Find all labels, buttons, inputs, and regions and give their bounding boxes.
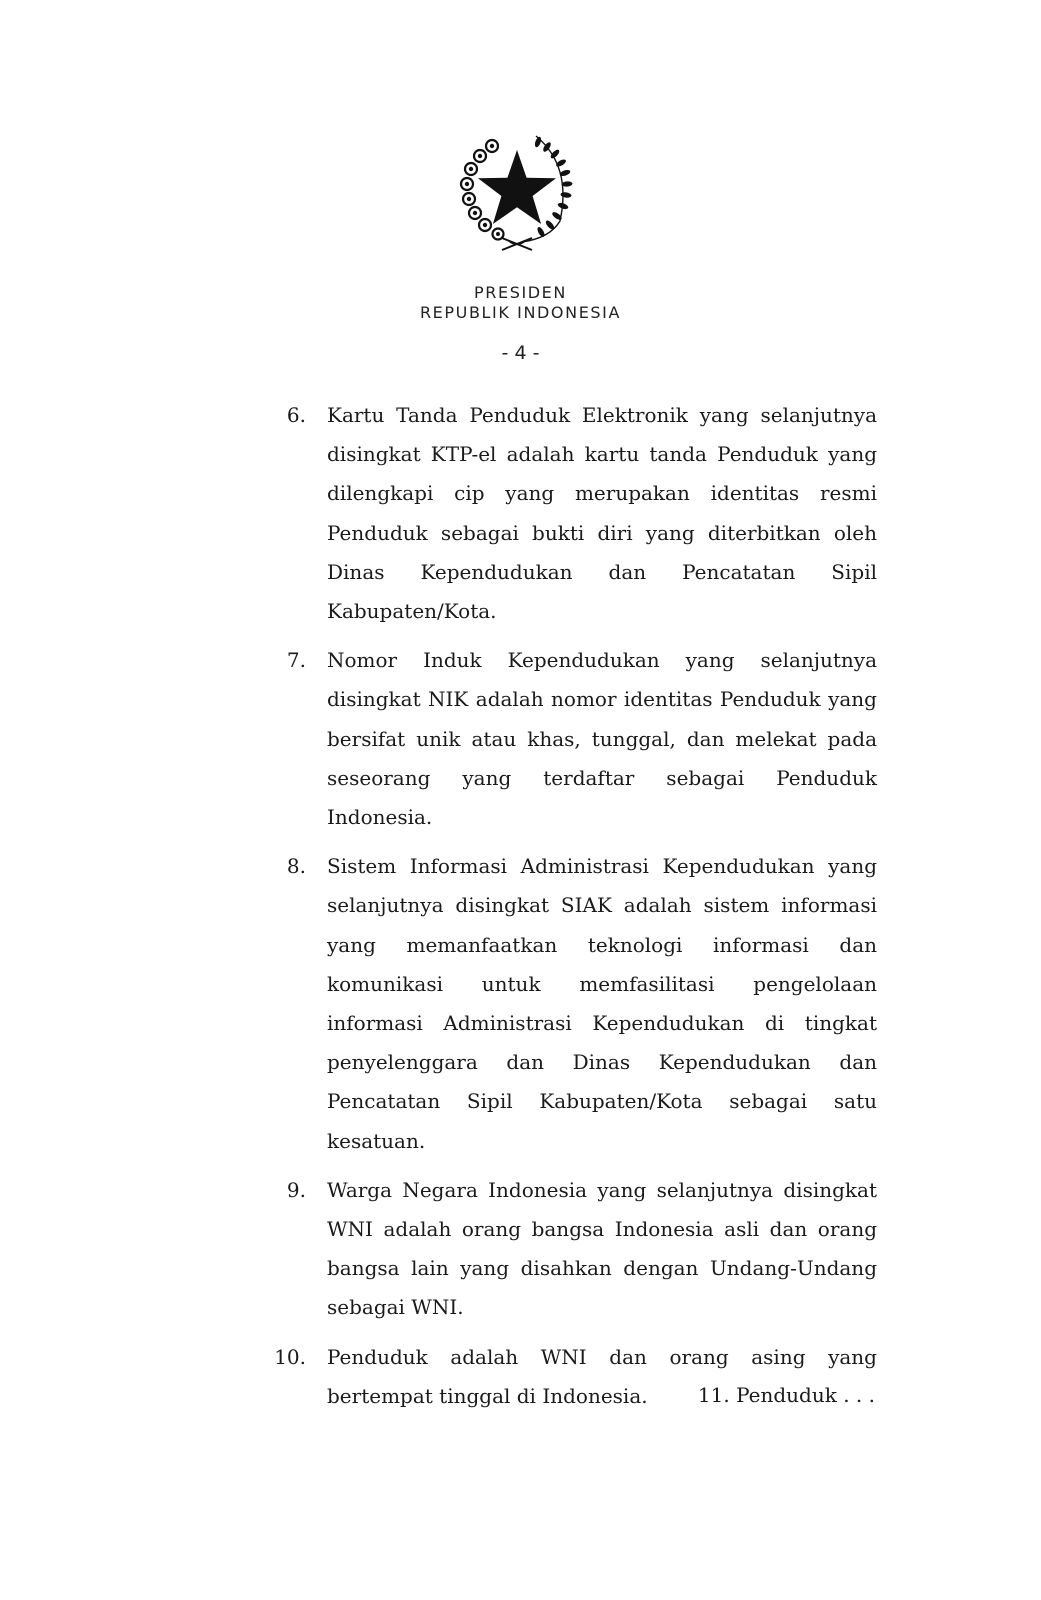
next-page-reference: 11. Penduduk . . . <box>697 1383 875 1407</box>
list-item-7 <box>0 641 1041 837</box>
list-item-number: 10. <box>274 1344 306 1369</box>
list-item-number: 8. <box>286 854 306 879</box>
presidential-seal-star-icon <box>452 126 582 256</box>
list-item-text: Sistem Informasi Administrasi Kependudukan yang selanjutnya disingkat SIAK adalah sistem informasi yang memanfaatkan teknologi informasi dan komunikasi untuk memfasilitasi pengelolaan informasi Administrasi Kependudukan di tingkat penyelenggara dan Dinas Kependudukan dan Pencatatan Sipil Kabupaten/Kota sebagai satu kesatuan. <box>327 854 877 1153</box>
list-item-10 <box>0 1338 1041 1416</box>
list-item-text: Nomor Induk Kependudukan yang selanjutnya disingkat NIK adalah nomor identitas Penduduk yang bersifat unik atau khas, tunggal, dan melekat pada seseorang yang terdaftar sebagai Penduduk Indonesia. <box>327 648 877 830</box>
list-item-number: 6. <box>286 403 306 427</box>
list-item-9 <box>0 1171 1041 1328</box>
definition-list <box>0 396 1041 1426</box>
list-item-8 <box>0 847 1041 1161</box>
list-item-number: 7. <box>286 648 306 673</box>
list-item-6 <box>0 396 1041 631</box>
header-title-republik: REPUBLIK INDONESIA <box>419 303 622 322</box>
list-item-text: Warga Negara Indonesia yang selanjutnya disingkat WNI adalah orang bangsa Indonesia asli dan orang bangsa lain yang disahkan dengan Undang-Undang sebagai WNI. <box>327 1177 877 1320</box>
header-title-presiden: PRESIDEN <box>474 283 567 302</box>
list-item-number: 9. <box>286 1177 306 1202</box>
list-item-text: Penduduk adalah WNI dan orang asing yang bertempat tinggal di Indonesia. <box>327 1344 877 1408</box>
page-number: - 4 - <box>501 342 540 364</box>
list-item-text: Kartu Tanda Penduduk Elektronik yang selanjutnya disingkat KTP-el adalah kartu tanda Penduduk yang dilengkapi cip yang merupakan identitas resmi Penduduk sebagai bukti diri yang diterbitkan oleh Dinas Kependudukan dan Pencatatan Sipil Kabupaten/Kota. <box>327 403 877 624</box>
